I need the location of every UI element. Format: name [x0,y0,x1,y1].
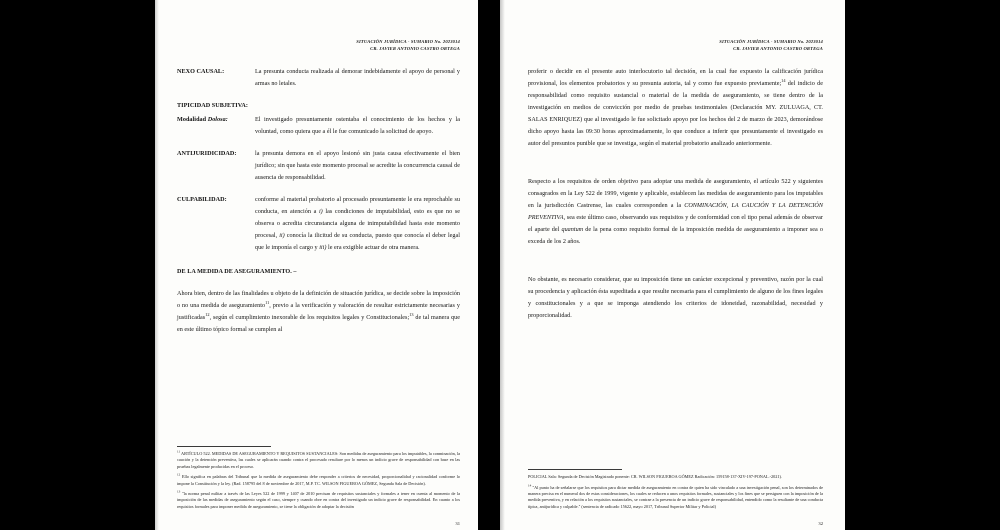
running-head-left [177,38,460,52]
heading-medida-aseguramiento: DE LA MEDIDA DE ASEGURAMIENTO. – [177,269,297,276]
footnotes-right [528,469,823,514]
culpabilidad-marker-ii: ii) [279,233,285,240]
culpabilidad-text-1: conforme al material probatorio al procesado presuntamente le era reprochable su conducta, en atención a [255,197,460,216]
culpabilidad-text-3: conocía la ilicitud de su conducta, puesto que conocía el deber legal que le imponía el cargo y [255,233,460,252]
right-page-body [528,66,823,322]
running-head-line1: SITUACIÓN JURÍDICA - SUMARIO No. 2023014 [356,39,460,44]
rp2-text-3: de la pena como requisito formal de la imposición medida de aseguramiento a imponer sea o exceda de los 2 años. [528,227,823,246]
section-culpabilidad [177,194,460,254]
running-head-line2: CR. JAVIER ANTONIO CASTRO ORTEGA [370,46,460,52]
running-head-right-line2: CR. JAVIER ANTONIO CASTRO ORTEGA [733,46,823,52]
running-head-right [528,38,823,52]
modalidad-dolosa-text: El investigado presuntamente ostentaba el conocimiento de los hechos y la voluntad, como quiera que a él le fue comunicado la solicitud de apoyo. [255,117,460,136]
rp1-text-1: proferir o decidir en el presente auto interlocutorio tal decisión, en la cual fue expuesto la calificación jurídica provisional, los elementos probatorios y su presunta autoria, tal y como fue expuesto previamente; [528,69,823,88]
footnote-11-text: ARTÍCULO 522. MEDIDAS DE ASEGURAMIENTO Y REQUISITOS SUSTANCIALES: Son medidas de aseguramiento para los imputables, la conminación, la caución y la detención preventiva, las cuales se aplicarán cuando contra el procesado resultare por lo menos un indicio grave de responsabilidad con base en las pruebas legalmente producidas en el proceso. [177,451,460,469]
medida-text-3: , según el cumplimiento inexorable de los requisitos legales y Constitucionales; [209,315,410,322]
medida-text-1: Ahora bien, dentro de las finalidades u objeto de la definición de situación jurídica, se decide sobre la imposición o no una medida de aseguramiento [177,291,460,310]
rp2-text-1: Respecto a los requisitos de orden objetivo para adoptar una medida de aseguramiento, el artículo 522 y siguientes consagrados en la Ley 522 de 1999, vigente y aplicable, establecen las medidas de aseguramiento para los imputables en la jurisdicción Castrense, las cuales corresponden a la [528,179,823,210]
section-antijuridicidad [177,148,460,184]
section-nexo-causal [177,66,460,90]
footnote-12-text: Ello significa en palabras del Tribunal que la medida de aseguramiento debe responder a criterios de necesidad, proporcionalidad y racionalidad conforme lo impone la Constitución y la ley. (Rad. 158795 del 8 de noviembre de 2017, M.P. TC. WILSON FIGUEROA GÓMEZ, Segunda Sala de Decisión). [177,474,461,486]
footnote-continuation [528,474,823,480]
rp2-italic-quantum: quantum [561,227,584,234]
rp2-text-2: , sea este último caso, observando sus requisitos y de conformidad con el tipo penal además de observar el aparte del [528,215,823,234]
culpabilidad-text-4: le era exigible actuar de otra manera. [326,245,420,252]
page-number-left: 31 [455,521,460,526]
culpabilidad-marker-i: i) [318,209,323,216]
footnote-separator-right [528,469,622,470]
footnote-11 [177,451,460,470]
footnote-14-number: 14 [528,483,532,488]
culpabilidad-marker-iii: iii) [319,245,327,252]
footnote-14-text: "Al punto ha de señalarse que los requisitos para dictar medida de aseguramiento en contra de quien ha sido vinculado a una investigación penal, son los determinados de manera precisa en el numeral dos de estas consideraciones, los cuales se reducen a unos requisitos formales, sustanciales y los fines que se persiguen con la imposición de la medida preventiva, y en relación a los requisitos sustanciales, se contrae a la presencia de un indicio grave de responsabilidad, entendido como la resultante de una conducta típica, antijurídica y culpable." (sentencia de radicado 15622, mayo 2017, Tribunal Superior Militar y Policial) [528,484,823,509]
footnote-13-text: "la norma penal militar a través de las Leyes 522 de 1999 y 1407 de 2010 precisan de requisitos sustanciales y formales a tener en cuenta al momento de la imposición de las medidas de aseguramiento según el caso, siempre y cuando obre en contra del investigado un indicio grave de responsabilidad. En cuanto a los requisitos formales para imponer medida de aseguramiento, se tiene la obligación de adoptar la decisión [177,490,461,509]
running-head-right-line1: SITUACIÓN JURÍDICA - SUMARIO No. 2023014 [719,39,823,44]
footnote-continuation-text: POLICIAL Sala: Segunda de Decisión Magistrado ponente: CR. WILSON FIGUEROA GÓMEZ Radicación: 159158-137-XIV-197-PONAL.-2021). [528,474,782,480]
medida-text-2: , previo a la verificación y valoración de resultar estrictamente necesarias y justificadas [177,303,460,322]
rp1-text-2: del indicio de responsabilidad como requisito sustancial o material de la medida de aseguramiento, se tiene dentro de la investigación en medios de convicción por medio de pruebas testimoniales (Declaración MY. ZULUAGA, CT. SALAS ENRIQUEZ) que al investigado le fue solicitado apoyo por los hechos del 2 de marzo de 2023, demorándose dicho apoyo hasta las 09:30 horas aproximadamente, lo que conduce a inferir que presuntamente el investigado es autor del presuntos punible que se investiga, según el material probatorio analizado anteriormente. [528,81,823,148]
footnote-ref-13: 13 [409,312,414,318]
paragraph-medida-aseguramiento [177,288,460,336]
antijuridicidad-text: la presunta demora en el apoyo lesionó sin justa causa efectivamente el bien jurídico; sin que hasta este momento procesal se acredite la concurrencia causal de ausencia de responsabilidad. [255,151,460,182]
footnote-ref-11: 11 [265,300,270,306]
footnote-13 [177,491,460,510]
footnote-12-number: 12 [177,472,181,477]
modalidad-dolosa-label [177,114,255,126]
footnote-13-number: 13 [177,489,181,494]
nexo-causal-label: NEXO CAUSAL: [177,69,225,76]
document-page-right [500,0,845,530]
heading-tipicidad-subjetiva: TIPICIDAD SUBJETIVA: [177,103,249,110]
footnote-14 [528,485,823,511]
culpabilidad-text [255,194,460,254]
modalidad-label-italic: Dolosa: [207,117,228,124]
footnote-ref-14: 14 [781,78,786,84]
culpabilidad-text-2: las condiciones de imputabilidad, esto es que no se observa o acredita circunstancia alguna de inimputabilidad hasta este momento procesal, [255,209,461,240]
section-modalidad-dolosa [177,114,460,138]
document-page-left [155,0,478,530]
nexo-causal-text: La presunta conducta realizada al demorar indebidamente el apoyo de personal y armas no letales. [255,69,460,88]
footnote-separator-left [177,446,271,447]
footnote-12 [177,474,460,487]
modalidad-label-plain: Modalidad [177,117,208,124]
paragraph-indicio-responsabilidad [528,66,823,150]
footnotes-left [177,446,460,514]
antijuridicidad-label: ANTIJURIDICIDAD: [177,151,237,158]
rp2-italic-medidas: CONMINACIÓN, LA CAUCIÓN Y LA DETENCIÓN PREVENTIVA [528,203,823,222]
culpabilidad-label: CULPABILIDAD: [177,197,227,204]
page-number-right: 32 [818,521,823,526]
left-page-body [177,66,460,336]
medida-text-4: de tal manera que en este último tópico formal se cumplen al [177,315,460,334]
footnote-ref-12: 12 [205,312,210,318]
paragraph-caracter-excepcional [528,274,823,322]
footnote-11-number: 11 [177,449,181,454]
rp3-text-1: No obstante, es necesario considerar, que su imposición tiene un carácter excepcional y preventivo, razón por la cual su procedencia y aplicación ésta supeditada a que resulte necesaria para el cumplimiento de alguno de los fines legales y constitucionales y a que se imponga atendiendo los criterios de idoneidad, razonabilidad, necesidad y proporcionalidad. [528,277,823,320]
paragraph-requisitos-objetivos [528,176,823,248]
